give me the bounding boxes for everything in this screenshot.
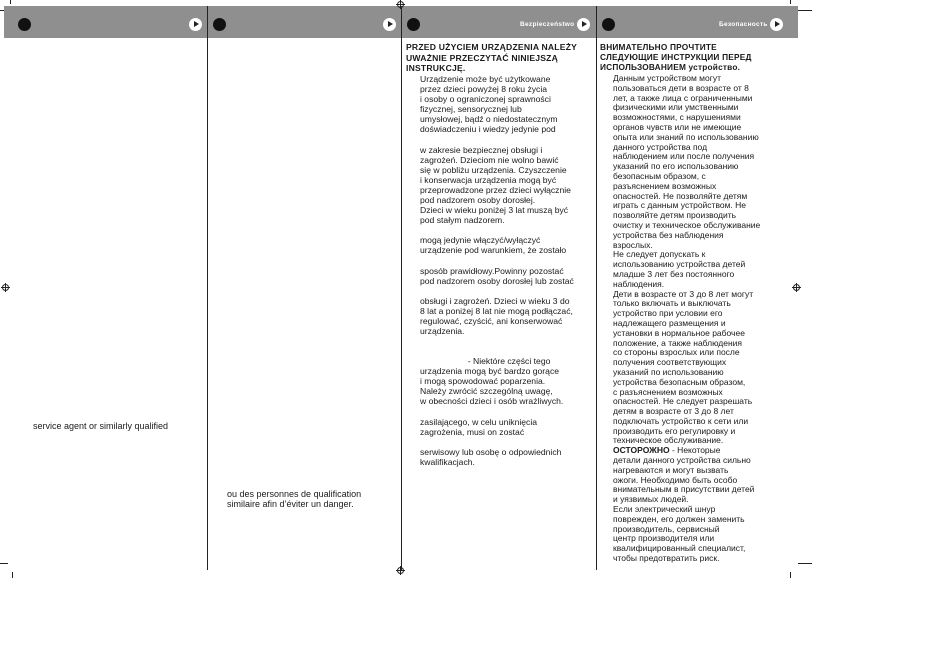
text-line: поврежден, его должен заменить <box>613 513 745 524</box>
text-line: производить его регулировку и <box>613 425 736 436</box>
text-line: играть с данным устройством. Не <box>613 200 747 211</box>
crop-mark <box>0 563 8 564</box>
text-line: Данным устройством могут <box>613 73 721 83</box>
russian-body <box>613 74 760 564</box>
section-header-russian: Безопасность <box>719 21 768 28</box>
text-line: w obecności dzieci i osób wrażliwych. <box>420 396 564 407</box>
text-line: urządzenie pod warunkiem, że zostało <box>420 245 567 256</box>
crop-mark <box>10 0 11 4</box>
text-line: указаний по использованию <box>613 366 724 377</box>
text-line: pod stałym nadzorem. <box>420 215 505 226</box>
text-line: pod nadzorem osoby dorosłej. <box>420 195 536 206</box>
russian-title-line: ИСПОЛЬЗОВАНИЕМ устройство. <box>600 62 741 72</box>
text-fragment-french-2: similaire afin d’éviter un danger. <box>227 499 354 509</box>
play-arrow-icon <box>770 18 783 31</box>
text-line: urządzenia. <box>420 325 465 336</box>
text-line: внимательным в присутствии детей <box>613 484 755 495</box>
russian-title-line: ВНИМАТЕЛЬНО ПРОЧТИТЕ <box>600 42 717 52</box>
text-line: безопасным образом, с <box>613 170 706 181</box>
text-line: zagrożeń. Dzieciom nie wolno bawić <box>420 154 559 165</box>
crop-mark <box>790 0 791 4</box>
text-line: установки в нормальное рабочее <box>613 327 745 338</box>
text-line: urządzenia mogą być bardzo gorące <box>420 366 560 377</box>
polish-title-line: INSTRUKCJĘ. <box>406 63 466 74</box>
text-line: чтобы предотвратить риск. <box>613 553 720 564</box>
text-line: kwalifikacjach. <box>420 456 475 467</box>
registration-mark-icon <box>1 283 10 292</box>
text-line: obsługi i zagrożeń. Dzieci w wieku 3 do <box>420 295 570 306</box>
text-line: ожоги. Необходимо быть особо <box>613 474 738 485</box>
russian-title <box>600 42 752 72</box>
play-arrow-icon <box>383 18 396 31</box>
text-line: с разъяснением возможных <box>613 386 723 397</box>
text-line: mogą jedynie włączyć/wyłączyć <box>420 235 541 246</box>
text-line: позволяйте детям производить <box>613 210 737 221</box>
text-line: опасностей. Не следует разрешать <box>613 396 753 407</box>
text-line: Дети в возрасте от 3 до 8 лет могут <box>613 288 754 299</box>
text-line: детям в возрасте от 3 до 8 лет <box>613 406 734 417</box>
polish-title-line: PRZED UŻYCIEM URZĄDZENIA NALEŻY <box>406 42 578 52</box>
text-line: надлежащего размещения и <box>613 317 726 328</box>
text-line: Dzieci w wieku poniżej 3 lat muszą być <box>420 205 569 216</box>
text-line: производитель, сервисный <box>613 523 720 534</box>
text-line: техническое обслуживание. <box>613 435 724 446</box>
text-line: sposób prawidłowy.Powinny pozostać <box>420 265 564 276</box>
play-arrow-icon <box>189 18 202 31</box>
text-line: детали данного устройства сильно <box>613 455 751 466</box>
text-line: квалифицированный специалист, <box>613 543 746 554</box>
text-line: пользоваться дети в возрасте от 8 <box>613 82 749 93</box>
crop-mark <box>12 572 13 578</box>
text-line: umysłowej, bądź o niedostatecznym <box>420 114 558 125</box>
column-divider-3 <box>596 6 597 570</box>
russian-title-line: СЛЕДУЮЩИЕ ИНСТРУКЦИИ ПЕРЕД <box>600 52 752 62</box>
crop-mark <box>798 563 812 564</box>
crop-mark <box>798 10 812 11</box>
text-line: fizycznej, sensorycznej lub <box>420 104 522 115</box>
text-line: со стороны взрослых или после <box>613 347 740 358</box>
text-fragment-english: service agent or similarly qualified <box>33 421 169 431</box>
text-line: устройство при условии его <box>613 308 723 319</box>
text-line: и уязвимых людей. <box>613 494 689 505</box>
registration-mark-icon <box>792 283 801 292</box>
text-line: pod nadzorem osoby dorosłej lub zostać <box>420 275 574 286</box>
text-line: опыта или знаний по использованию <box>613 131 759 142</box>
text-line: serwisowy lub osobę o odpowiednich <box>420 446 562 457</box>
bullet-dot-icon <box>18 18 31 31</box>
text-line: zagrożenia, musi on zostać <box>420 426 525 437</box>
bullet-dot-icon <box>407 18 420 31</box>
text-line: органов чувств или не имеющие <box>613 121 742 132</box>
text-line: опасностей. Не позволяйте детям <box>613 190 748 201</box>
text-line: Если электрический шнур <box>613 504 716 515</box>
crop-mark <box>790 572 791 578</box>
text-line: наблюдения. <box>613 278 665 289</box>
text-line: возможностями, с нарушениями <box>613 112 741 123</box>
column-divider-1 <box>207 6 208 570</box>
text-line: разъяснением возможных <box>613 180 717 191</box>
text-line: przez dzieci powyżej 8 roku życia <box>420 84 548 95</box>
polish-title-line: UWAŻNIE PRZECZYTAĆ NINIEJSZĄ <box>406 52 559 63</box>
text-line: получения соответствующих <box>613 357 727 368</box>
play-arrow-icon <box>577 18 590 31</box>
text-line: regulować, czyścić, ani konserwować <box>420 315 563 326</box>
text-line: zasilającego, w celu uniknięcia <box>420 416 538 427</box>
registration-mark-icon <box>396 566 405 575</box>
text-line: наблюдением или после получения <box>613 151 755 162</box>
column-divider-2 <box>401 6 402 570</box>
text-line: i osoby o ograniczonej sprawności <box>420 94 551 105</box>
registration-mark-icon <box>396 0 405 9</box>
text-line: 8 lat a poniżej 8 lat nie mogą podłączać, <box>420 305 573 316</box>
text-line: физическими или умственными <box>613 102 739 113</box>
text-line: только включать и выключать <box>613 298 731 309</box>
text-line: w zakresie bezpiecznej obsługi i <box>420 144 543 155</box>
section-header-polish: Bezpieczeństwo <box>520 21 575 28</box>
text-line: przeprowadzone przez dzieci wyłącznie <box>420 184 571 195</box>
bullet-dot-icon <box>213 18 226 31</box>
crop-mark <box>0 10 4 11</box>
text-line: очистку и техническое обслуживание <box>613 219 761 230</box>
text-line: положение, а также наблюдения <box>613 337 743 348</box>
polish-title <box>406 42 577 74</box>
text-line: się w pobliżu urządzenia. Czyszczenie <box>420 164 567 175</box>
text-line: устройства без наблюдения <box>613 229 724 240</box>
text-line: Należy zwrócić szczególną uwagę, <box>420 386 553 397</box>
text-line: центр производителя или <box>613 533 715 544</box>
text-line: лет, а также лица с ограниченными <box>613 92 753 103</box>
text-line: Не следует допускать к <box>613 249 706 260</box>
text-line: использованию устройства детей <box>613 259 746 270</box>
text-line: взрослых. <box>613 239 653 250</box>
text-line: указаний по его использованию <box>613 161 739 172</box>
text-line: - Niektóre części tego <box>420 356 551 367</box>
text-line: Urządzenie może być użytkowane <box>420 74 551 84</box>
text-line: данного устройства под <box>613 141 708 152</box>
text-line: нагреваются и могут вызвать <box>613 464 729 475</box>
text-line: устройства безопасным образом, <box>613 376 746 387</box>
caution-label: ОСТОРОЖНО <box>613 445 670 456</box>
bullet-dot-icon <box>602 18 615 31</box>
text-line: младше 3 лет без постоянного <box>613 268 735 279</box>
caution-rest: - Некоторые <box>669 445 721 456</box>
text-line: i mogą spowodować poparzenia. <box>420 376 546 387</box>
text-line: i konserwacja urządzenia mogą być <box>420 174 557 185</box>
text-fragment-french-1: ou des personnes de qualification <box>227 489 362 499</box>
text-line: doświadczeniu i wiedzy jedynie pod <box>420 124 556 135</box>
polish-body <box>420 74 574 467</box>
text-line: подключать устройство к сети или <box>613 415 749 426</box>
